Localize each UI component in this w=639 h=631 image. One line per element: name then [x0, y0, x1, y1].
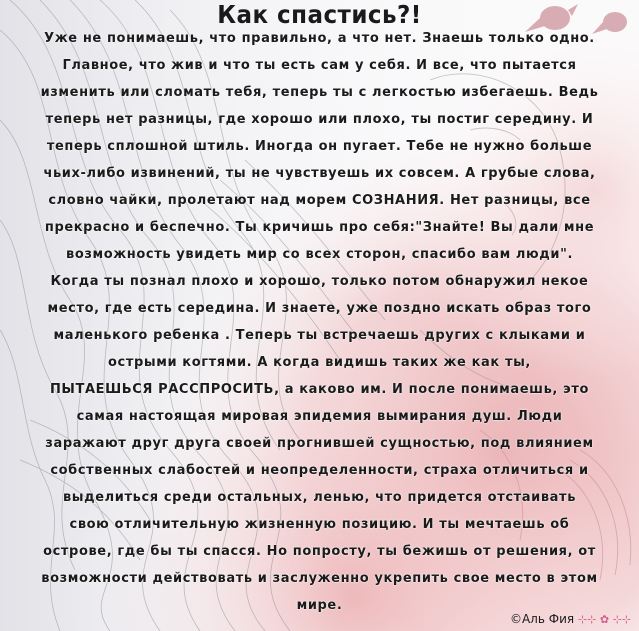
flower-decoration-icon: ⊹⊹ ✿ ⊹⊹: [577, 613, 631, 626]
text-line: острыми когтями. А когда видишь таких же как ты,: [108, 355, 531, 370]
text-line: мире.: [296, 598, 343, 613]
page-title: Как спастись?!: [217, 0, 422, 29]
text-line: возможность увидеть мир со всех сторон, спасибо вам люди".: [66, 247, 573, 262]
text-line: острове, где бы ты спасся. Но попросту, ты бежишь от решения, от: [43, 544, 596, 559]
signature-text: ©Аль Фия: [509, 612, 575, 626]
text-line: заражают друг друга своей прогнившей сущностью, под влиянием: [45, 436, 594, 451]
text-line: самая настоящая мировая эпидемия вымирания душ. Люди: [76, 409, 563, 424]
text-line: маленького ребенка . Теперь ты встречаешь других с клыками и: [53, 328, 586, 343]
text-line: чьих-либо извинений, ты не чувствуешь их совсем. А грубые слова,: [43, 166, 596, 181]
text-line: Когда ты познал плохо и хорошо, только потом обнаружил некое: [50, 274, 589, 289]
text-line: ПЫТАЕШЬСЯ РАССПРОСИТЬ, а каково им. И после понимаешь, это: [49, 382, 590, 397]
text-line: Уже не понимаешь, что правильно, а что нет. Знаешь только одно.: [44, 31, 595, 46]
text-line: собственных слабостей и неопределенности, страха отличиться и: [50, 463, 589, 478]
text-line: Главное, что жив и что ты есть сам у себя. И все, что пытается: [62, 58, 577, 73]
text-line: выделиться среди остальных, ленью, что придется отстаивать: [62, 490, 577, 505]
text-line: место, где есть середина. И знаете, уже поздно искать образ того: [47, 301, 592, 316]
poem-body: [2, 25, 637, 619]
text-line: теперь сплошной штиль. Иногда он пугает. Тебе не нужно больше: [46, 139, 593, 154]
text-line: изменить или сломать тебя, теперь ты с легкостью избегаешь. Ведь: [40, 85, 599, 100]
text-line: прекрасно и беспечно. Ты кричишь про себя:"Знайте! Вы дали мне: [44, 220, 595, 235]
text-line: свою отличительную жизненную позицию. И ты мечтаешь об: [69, 517, 570, 532]
text-line: теперь нет разницы, где хорошо или плохо, ты постиг середину. И: [45, 112, 594, 127]
text-line: возможности действовать и заслуженно укрепить свое место в этом: [41, 571, 598, 586]
author-signature: [510, 611, 631, 628]
text-line: словно чайки, пролетают над морем СОЗНАНИЯ. Нет разницы, все: [48, 193, 591, 208]
